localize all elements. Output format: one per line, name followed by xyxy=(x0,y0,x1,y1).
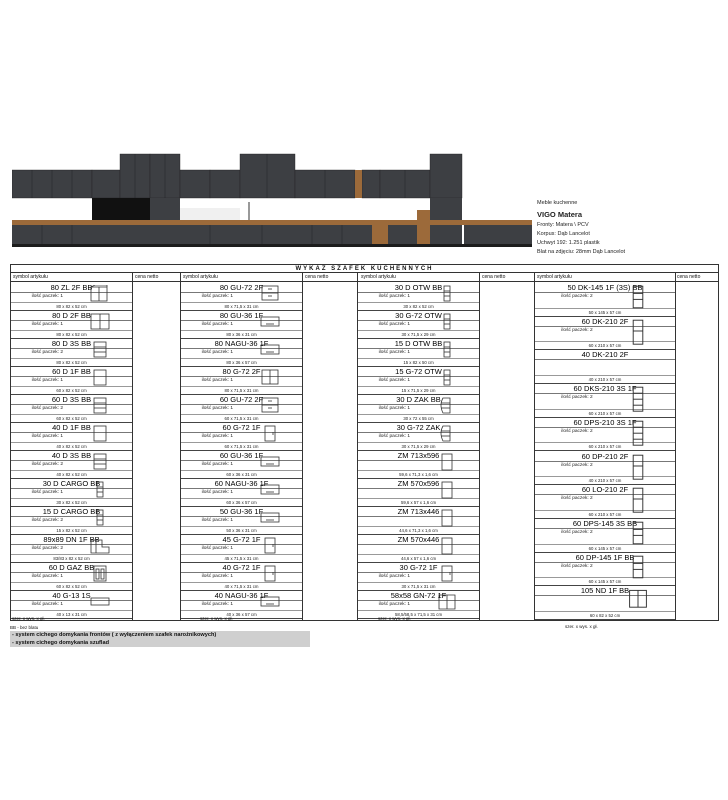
item-pack-count: ilość paczek: 2 xyxy=(31,518,64,523)
info-spec-fronts: Fronty: Matera \ PCV xyxy=(537,222,589,228)
cabinet-drawers-icon xyxy=(90,453,110,475)
item-symbol: 60 DK-210 2F xyxy=(535,317,675,327)
item-pack-count: ilość paczek: 2 xyxy=(31,350,64,355)
item-pack-count: ilość paczek: 1 xyxy=(31,602,64,607)
cabinet-hood-icon xyxy=(260,593,280,615)
cabinet-lcorner-icon xyxy=(90,537,110,559)
item-pack-count: ilość paczek: 1 xyxy=(378,406,411,411)
item-dimensions: 83/83 x 82 x 52 cm xyxy=(11,554,132,562)
item-dimensions: 45 x 71,5 x 31 cm xyxy=(181,554,302,562)
info-brand: VIGO Matera xyxy=(537,210,583,219)
item-dimensions: 60 x 71,5 x 31 cm xyxy=(181,442,302,450)
cabinet-sink-icon xyxy=(626,588,650,614)
item-symbol: 80 D 3S BB xyxy=(11,339,132,349)
table-row xyxy=(358,367,479,395)
item-symbol: 60 NAGU-36 1F xyxy=(181,479,302,489)
item-dimensions: 80 x 71,5 x 31 cm xyxy=(181,302,302,310)
item-symbol: 60 DPS-210 3S 1F xyxy=(535,418,675,428)
cabinet-base2-icon xyxy=(90,313,110,335)
item-dimensions: 80 x 36 x 57 cm xyxy=(181,358,302,366)
cabinet-wall2h-icon xyxy=(260,397,280,419)
item-symbol: 50 GU-36 1F xyxy=(181,507,302,517)
cabinet-open-icon xyxy=(437,341,457,363)
item-symbol: 60 G-72 1F xyxy=(181,423,302,433)
item-dimensions: 60 x 145 x 57 cm xyxy=(535,544,675,552)
cabinet-panel-icon xyxy=(437,481,457,503)
item-dimensions: 60 x 82 x 52 cm xyxy=(11,582,132,590)
item-pack-count: ilość paczek: 2 xyxy=(561,428,593,434)
item-dimensions: 60 x 36 x 57 cm xyxy=(181,498,302,506)
cabinet-hood-icon xyxy=(260,481,280,503)
cabinet-drawers-icon xyxy=(90,341,110,363)
table-header xyxy=(11,273,718,282)
table-row xyxy=(11,535,132,563)
item-dimensions: 58,5/58,5 x 71,5 x 31 cm xyxy=(358,610,479,618)
table-row xyxy=(358,423,479,451)
szer-label-3: szer. x wys. x gł. xyxy=(378,616,411,621)
item-symbol: 60 LO-210 2F xyxy=(535,485,675,495)
cabinet-tallshelf-icon xyxy=(626,386,650,412)
item-dimensions: 30 x 72 x 55 cm xyxy=(358,414,479,422)
table-row xyxy=(358,451,479,479)
item-dimensions: 30 x 71,5 x 29 cm xyxy=(358,442,479,450)
table-row xyxy=(181,311,302,339)
header-symbol-1: symbol artykułu xyxy=(13,274,48,280)
cabinet-tallmix-icon xyxy=(626,521,650,547)
item-pack-count: ilość paczek: 1 xyxy=(31,574,64,579)
item-dimensions: 60 x 210 x 57 cm xyxy=(535,442,675,450)
table-row xyxy=(358,563,479,591)
item-symbol: 30 D OTW BB xyxy=(358,283,479,293)
table-row xyxy=(11,395,132,423)
item-symbol: 60 GU-72 2F xyxy=(181,395,302,405)
table-row xyxy=(181,451,302,479)
item-dimensions: 80 x 71,5 x 31 cm xyxy=(181,386,302,394)
item-pack-count: ilość paczek: 1 xyxy=(201,378,234,383)
item-pack-count: ilość paczek: 2 xyxy=(31,462,64,467)
header-price-4: cena netto xyxy=(677,274,701,280)
item-pack-count: ilość paczek: 2 xyxy=(561,563,593,569)
item-pack-count: ilość paczek: 1 xyxy=(378,574,411,579)
item-symbol: 60 GU-36 1F xyxy=(181,451,302,461)
item-dimensions: 44,6 x 57 x 1,6 cm xyxy=(358,554,479,562)
cabinet-gaz-icon xyxy=(90,565,110,587)
table-row xyxy=(535,485,675,519)
table-title: WYKAZ SZAFEK KUCHENNYCH xyxy=(11,265,718,273)
item-pack-count: ilość paczek: 1 xyxy=(378,294,411,299)
item-dimensions: 60 x 82 x 52 cm xyxy=(535,611,675,619)
item-pack-count: ilość paczek: 1 xyxy=(201,350,234,355)
item-dimensions: 40 x 13 x 31 cm xyxy=(11,610,132,618)
cabinet-round-icon xyxy=(437,397,457,419)
item-pack-count: ilość paczek: 2 xyxy=(561,294,593,299)
cabinet-round-icon xyxy=(437,425,457,447)
item-pack-count: ilość paczek: 2 xyxy=(561,496,593,502)
cabinet-corner-icon xyxy=(90,285,110,307)
table-row xyxy=(11,451,132,479)
item-symbol: 30 G-72 OTW xyxy=(358,311,479,321)
table-row xyxy=(358,339,479,367)
item-symbol: ZM 713x446 xyxy=(358,507,479,517)
notes xyxy=(10,624,310,647)
item-pack-count: ilość paczek: 1 xyxy=(201,490,234,495)
table-row xyxy=(535,553,675,587)
item-pack-count: ilość paczek: 2 xyxy=(31,546,64,551)
note-soft-close-fronts: - system cichego domykania frontów ( z wyłączeniem szafek narożnikowych) xyxy=(10,631,310,639)
table-row xyxy=(11,507,132,535)
item-symbol: 40 G-13 1S xyxy=(11,591,132,601)
item-dimensions: 60 x 145 x 57 cm xyxy=(535,577,675,585)
item-dimensions: 80 x 36 x 31 cm xyxy=(181,330,302,338)
item-symbol: 30 D ZAK BB xyxy=(358,395,479,405)
item-pack-count: ilość paczek: 2 xyxy=(561,462,593,468)
product-info xyxy=(537,199,727,257)
item-symbol: 30 G-72 ZAK xyxy=(358,423,479,433)
table-row xyxy=(181,535,302,563)
header-symbol-4: symbol artykułu xyxy=(537,274,572,280)
item-symbol: 60 DPS-145 3S BB xyxy=(535,519,675,529)
item-symbol: 105 ND 1F BB xyxy=(535,586,675,596)
item-dimensions: 15 x 71,5 x 29 cm xyxy=(358,386,479,394)
table-row xyxy=(358,395,479,423)
item-dimensions: 59,6 x 57 x 1,6 cm xyxy=(358,498,479,506)
item-dimensions: 40 x 82 x 52 cm xyxy=(11,470,132,478)
info-kind: Meble kuchenne xyxy=(537,200,578,206)
item-symbol: 60 DP-145 1F BB xyxy=(535,553,675,563)
item-symbol: 15 D CARGO BB xyxy=(11,507,132,517)
cabinet-base1-icon xyxy=(90,369,110,391)
cabinet-flat-icon xyxy=(90,593,110,615)
cabinet-open-icon xyxy=(437,369,457,391)
cabinet-hood-icon xyxy=(260,509,280,531)
table-row xyxy=(11,563,132,591)
item-pack-count: ilość paczek: 1 xyxy=(201,518,234,523)
table-row xyxy=(358,283,479,311)
table-row xyxy=(181,563,302,591)
cabinet-open-icon xyxy=(437,285,457,307)
cabinet-cargo-icon xyxy=(90,509,110,531)
item-dimensions: 80 x 82 x 52 cm xyxy=(11,330,132,338)
cabinet-table xyxy=(10,264,719,621)
item-pack-count: ilość paczek: 1 xyxy=(31,378,64,383)
item-symbol: 60 DP-210 2F xyxy=(535,452,675,462)
item-pack-count: ilość paczek: 1 xyxy=(31,490,64,495)
item-dimensions: 60 x 71,5 x 31 cm xyxy=(181,414,302,422)
note-soft-close-drawers: - system cichego domykania szuflad xyxy=(10,639,310,647)
cabinet-open-icon xyxy=(437,313,457,335)
cabinet-cornerwall-icon xyxy=(437,593,457,615)
cabinet-wall2h-icon xyxy=(260,285,280,307)
item-symbol: 60 DKS-210 3S 1F xyxy=(535,384,675,394)
item-symbol: 58x58 GN-72 1F xyxy=(358,591,479,601)
item-symbol: 80 ZL 2F BB xyxy=(11,283,132,293)
cabinet-wall1-icon xyxy=(260,565,280,587)
item-dimensions: 60 x 82 x 52 cm xyxy=(11,414,132,422)
item-dimensions: 40 x 36 x 57 cm xyxy=(181,610,302,618)
item-pack-count: ilość paczek: 1 xyxy=(201,406,234,411)
item-pack-count: ilość paczek: 2 xyxy=(561,327,593,333)
item-symbol: 60 D GAZ BB xyxy=(11,563,132,573)
cabinet-tall-icon xyxy=(626,319,650,345)
item-pack-count: ilość paczek: 1 xyxy=(31,434,64,439)
info-spec-body: Korpus: Dąb Lancelot xyxy=(537,231,590,237)
cabinet-tall-icon xyxy=(626,454,650,480)
item-dimensions: 60 x 210 x 57 cm xyxy=(535,341,675,349)
table-row xyxy=(181,507,302,535)
item-dimensions: 60 x 82 x 52 cm xyxy=(11,386,132,394)
table-row xyxy=(11,311,132,339)
cabinet-drawers-icon xyxy=(90,397,110,419)
item-symbol: 60 D 3S BB xyxy=(11,395,132,405)
table-row xyxy=(535,418,675,452)
item-dimensions: 60 x 210 x 57 cm xyxy=(535,510,675,518)
szer-label-4: szer. x wys. x gł. xyxy=(565,624,598,629)
item-symbol: 40 G-72 1F xyxy=(181,563,302,573)
item-symbol: 50 DK-145 1F (3S) BB xyxy=(535,283,675,293)
table-row xyxy=(11,283,132,311)
item-symbol: 80 G-72 2F xyxy=(181,367,302,377)
table-row xyxy=(358,535,479,563)
item-dimensions: 40 x 71,5 x 31 cm xyxy=(181,582,302,590)
item-pack-count: ilość paczek: 2 xyxy=(31,406,64,411)
cabinet-tallmix-icon xyxy=(626,285,650,311)
item-symbol: ZM 570x446 xyxy=(358,535,479,545)
table-row xyxy=(11,591,132,619)
szer-label-1: szer. x wys. x gł. xyxy=(12,616,45,621)
item-symbol: 15 D OTW BB xyxy=(358,339,479,349)
item-dimensions: 30 x 82 x 52 cm xyxy=(358,302,479,310)
col-separator xyxy=(302,273,303,620)
item-symbol: 60 D 1F BB xyxy=(11,367,132,377)
cabinet-hood-icon xyxy=(260,453,280,475)
cabinet-panel-icon xyxy=(437,509,457,531)
table-row xyxy=(181,339,302,367)
cabinet-tallmix-icon xyxy=(626,555,650,581)
item-pack-count: ilość paczek: 1 xyxy=(201,462,234,467)
cabinet-tall-icon xyxy=(626,487,650,513)
item-dimensions: 15 x 82 x 50 cm xyxy=(358,358,479,366)
info-spec-worktop: Blat na zdjęciu: 28mm Dąb Lancelot xyxy=(537,249,626,255)
item-pack-count: ilość paczek: 1 xyxy=(201,434,234,439)
item-dimensions: 40 x 82 x 52 cm xyxy=(11,442,132,450)
table-row xyxy=(535,283,675,317)
item-symbol: 89x89 DN 1F BB xyxy=(11,535,132,545)
table-row xyxy=(535,350,675,384)
kitchen-render-image xyxy=(12,150,532,260)
item-symbol: 40 NAGU-36 1F xyxy=(181,591,302,601)
item-symbol: 40 DK-210 2F xyxy=(535,350,675,360)
cabinet-wall2-icon xyxy=(260,369,280,391)
item-dimensions: 60 x 36 x 31 cm xyxy=(181,470,302,478)
header-symbol-3: symbol artykułu xyxy=(361,274,396,280)
cabinet-panel-icon xyxy=(437,453,457,475)
cabinet-cargo-icon xyxy=(90,481,110,503)
item-symbol: ZM 713x596 xyxy=(358,451,479,461)
item-symbol: 80 GU-36 1F xyxy=(181,311,302,321)
table-row xyxy=(358,591,479,619)
table-row xyxy=(181,423,302,451)
item-pack-count: ilość paczek: 1 xyxy=(201,602,234,607)
header-price-3: cena netto xyxy=(482,274,506,280)
table-row xyxy=(535,384,675,418)
item-symbol: 45 G-72 1F xyxy=(181,535,302,545)
item-symbol: 40 D 1F BB xyxy=(11,423,132,433)
item-dimensions: 80 x 82 x 52 cm xyxy=(11,358,132,366)
cabinet-base1-icon xyxy=(90,425,110,447)
item-symbol: 80 D 2F BB xyxy=(11,311,132,321)
item-dimensions: 40 x 210 x 57 cm xyxy=(535,476,675,484)
table-row xyxy=(11,339,132,367)
table-row xyxy=(535,317,675,351)
item-pack-count: ilość paczek: 2 xyxy=(561,395,593,401)
cabinet-wall1-icon xyxy=(437,565,457,587)
item-symbol: 15 G-72 OTW xyxy=(358,367,479,377)
item-dimensions: 44,6 x 71,3 x 1,6 cm xyxy=(358,526,479,534)
table-row xyxy=(535,519,675,553)
col-separator xyxy=(479,273,480,620)
item-dimensions: 30 x 82 x 52 cm xyxy=(11,498,132,506)
item-pack-count: ilość paczek: 1 xyxy=(201,322,234,327)
table-row xyxy=(11,423,132,451)
item-dimensions: 30 x 71,5 x 29 cm xyxy=(358,330,479,338)
item-dimensions: 50 x 36 x 31 cm xyxy=(181,526,302,534)
table-row xyxy=(181,395,302,423)
item-dimensions: 59,6 x 71,3 x 1,6 cm xyxy=(358,470,479,478)
header-price-1: cena netto xyxy=(135,274,159,280)
note-bb: BB - bez blatu xyxy=(10,625,39,630)
cabinet-wall1-icon xyxy=(260,537,280,559)
item-pack-count: ilość paczek: 1 xyxy=(378,434,411,439)
table-row xyxy=(11,367,132,395)
item-dimensions: 40 x 210 x 57 cm xyxy=(535,375,675,383)
item-pack-count: ilość paczek: 1 xyxy=(201,546,234,551)
item-pack-count: ilość paczek: 1 xyxy=(201,574,234,579)
item-dimensions: 80 x 82 x 52 cm xyxy=(11,302,132,310)
item-pack-count: ilość paczek: 1 xyxy=(201,294,234,299)
table-row xyxy=(535,452,675,486)
item-pack-count: ilość paczek: 2 xyxy=(561,529,593,535)
table-row xyxy=(535,586,675,620)
table-row xyxy=(181,283,302,311)
table-row xyxy=(358,311,479,339)
table-row xyxy=(358,479,479,507)
item-symbol: ZM 570x596 xyxy=(358,479,479,489)
item-pack-count: ilość paczek: 1 xyxy=(378,322,411,327)
cabinet-wall1-icon xyxy=(260,425,280,447)
col-separator xyxy=(132,273,133,620)
cabinet-hood-icon xyxy=(260,313,280,335)
item-pack-count: ilość paczek: 1 xyxy=(31,322,64,327)
table-row xyxy=(181,479,302,507)
item-pack-count: ilość paczek: 1 xyxy=(31,294,64,299)
header-price-2: cena netto xyxy=(305,274,329,280)
item-pack-count: ilość paczek: 1 xyxy=(378,602,411,607)
item-pack-count: ilość paczek: 1 xyxy=(378,350,411,355)
table-row xyxy=(181,591,302,619)
table-row xyxy=(11,479,132,507)
cabinet-hood-icon xyxy=(260,341,280,363)
item-symbol: 80 GU-72 2F xyxy=(181,283,302,293)
cabinet-panel-icon xyxy=(437,537,457,559)
item-pack-count: ilość paczek: 1 xyxy=(378,378,411,383)
cabinet-tallshelf-icon xyxy=(626,420,650,446)
szer-label-2: szer. x wys. x gł. xyxy=(200,616,233,621)
item-symbol: 30 D CARGO BB xyxy=(11,479,132,489)
item-dimensions: 60 x 210 x 57 cm xyxy=(535,409,675,417)
header-symbol-2: symbol artykułu xyxy=(183,274,218,280)
table-row xyxy=(358,507,479,535)
item-symbol: 30 G-72 1F xyxy=(358,563,479,573)
col-separator xyxy=(675,273,676,620)
item-dimensions: 30 x 71,5 x 31 cm xyxy=(358,582,479,590)
table-row xyxy=(181,367,302,395)
item-symbol: 40 D 3S BB xyxy=(11,451,132,461)
item-dimensions: 15 x 82 x 52 cm xyxy=(11,526,132,534)
item-dimensions: 50 x 145 x 57 cm xyxy=(535,308,675,316)
item-symbol: 80 NAGU-36 1F xyxy=(181,339,302,349)
info-spec-handle: Uchwyt 192: 1.251 plastik xyxy=(537,240,600,246)
